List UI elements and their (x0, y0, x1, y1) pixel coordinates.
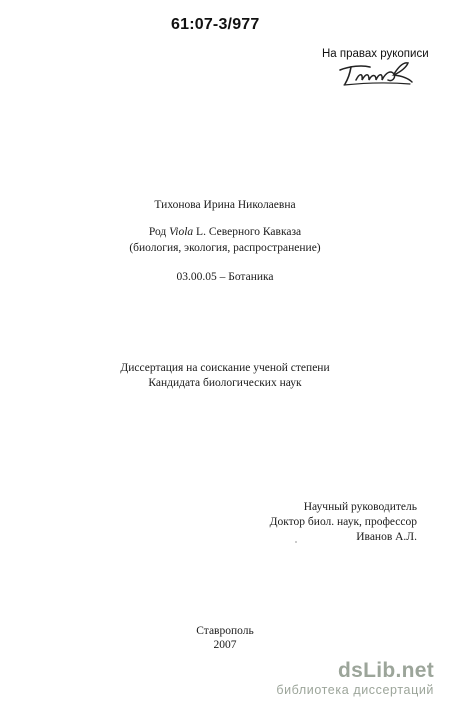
archive-code: 61:07-3/977 (171, 16, 260, 33)
supervisor-role: Научный руководитель (303, 501, 417, 513)
handwritten-signature (336, 60, 416, 88)
dissertation-subtitle: (биология, экология, распространение) (129, 242, 321, 254)
year: 2007 (213, 639, 237, 651)
watermark-logo: dsLib.net (337, 659, 434, 682)
watermark (276, 660, 434, 698)
title-prefix: Род (148, 226, 170, 238)
scan-speck (295, 541, 297, 543)
title-rest: L. Северного Кавказа (193, 226, 302, 238)
degree-statement-line2: Кандидата биологических наук (148, 377, 302, 389)
supervisor-name: Иванов А.Л. (356, 531, 417, 543)
watermark-subtitle: библиотека диссертаций (276, 683, 434, 697)
author-name: Тихонова Ирина Николаевна (154, 199, 296, 211)
dissertation-title (0, 226, 450, 238)
manuscript-rights-label: На правах рукописи (322, 48, 429, 60)
city: Ставрополь (196, 625, 254, 637)
supervisor-degree: Доктор биол. наук, профессор (269, 516, 417, 528)
degree-statement-line1: Диссертация на соискание ученой степени (120, 362, 330, 374)
specialty-code: 03.00.05 – Ботаника (176, 271, 274, 283)
title-genus: Viola (169, 226, 194, 238)
